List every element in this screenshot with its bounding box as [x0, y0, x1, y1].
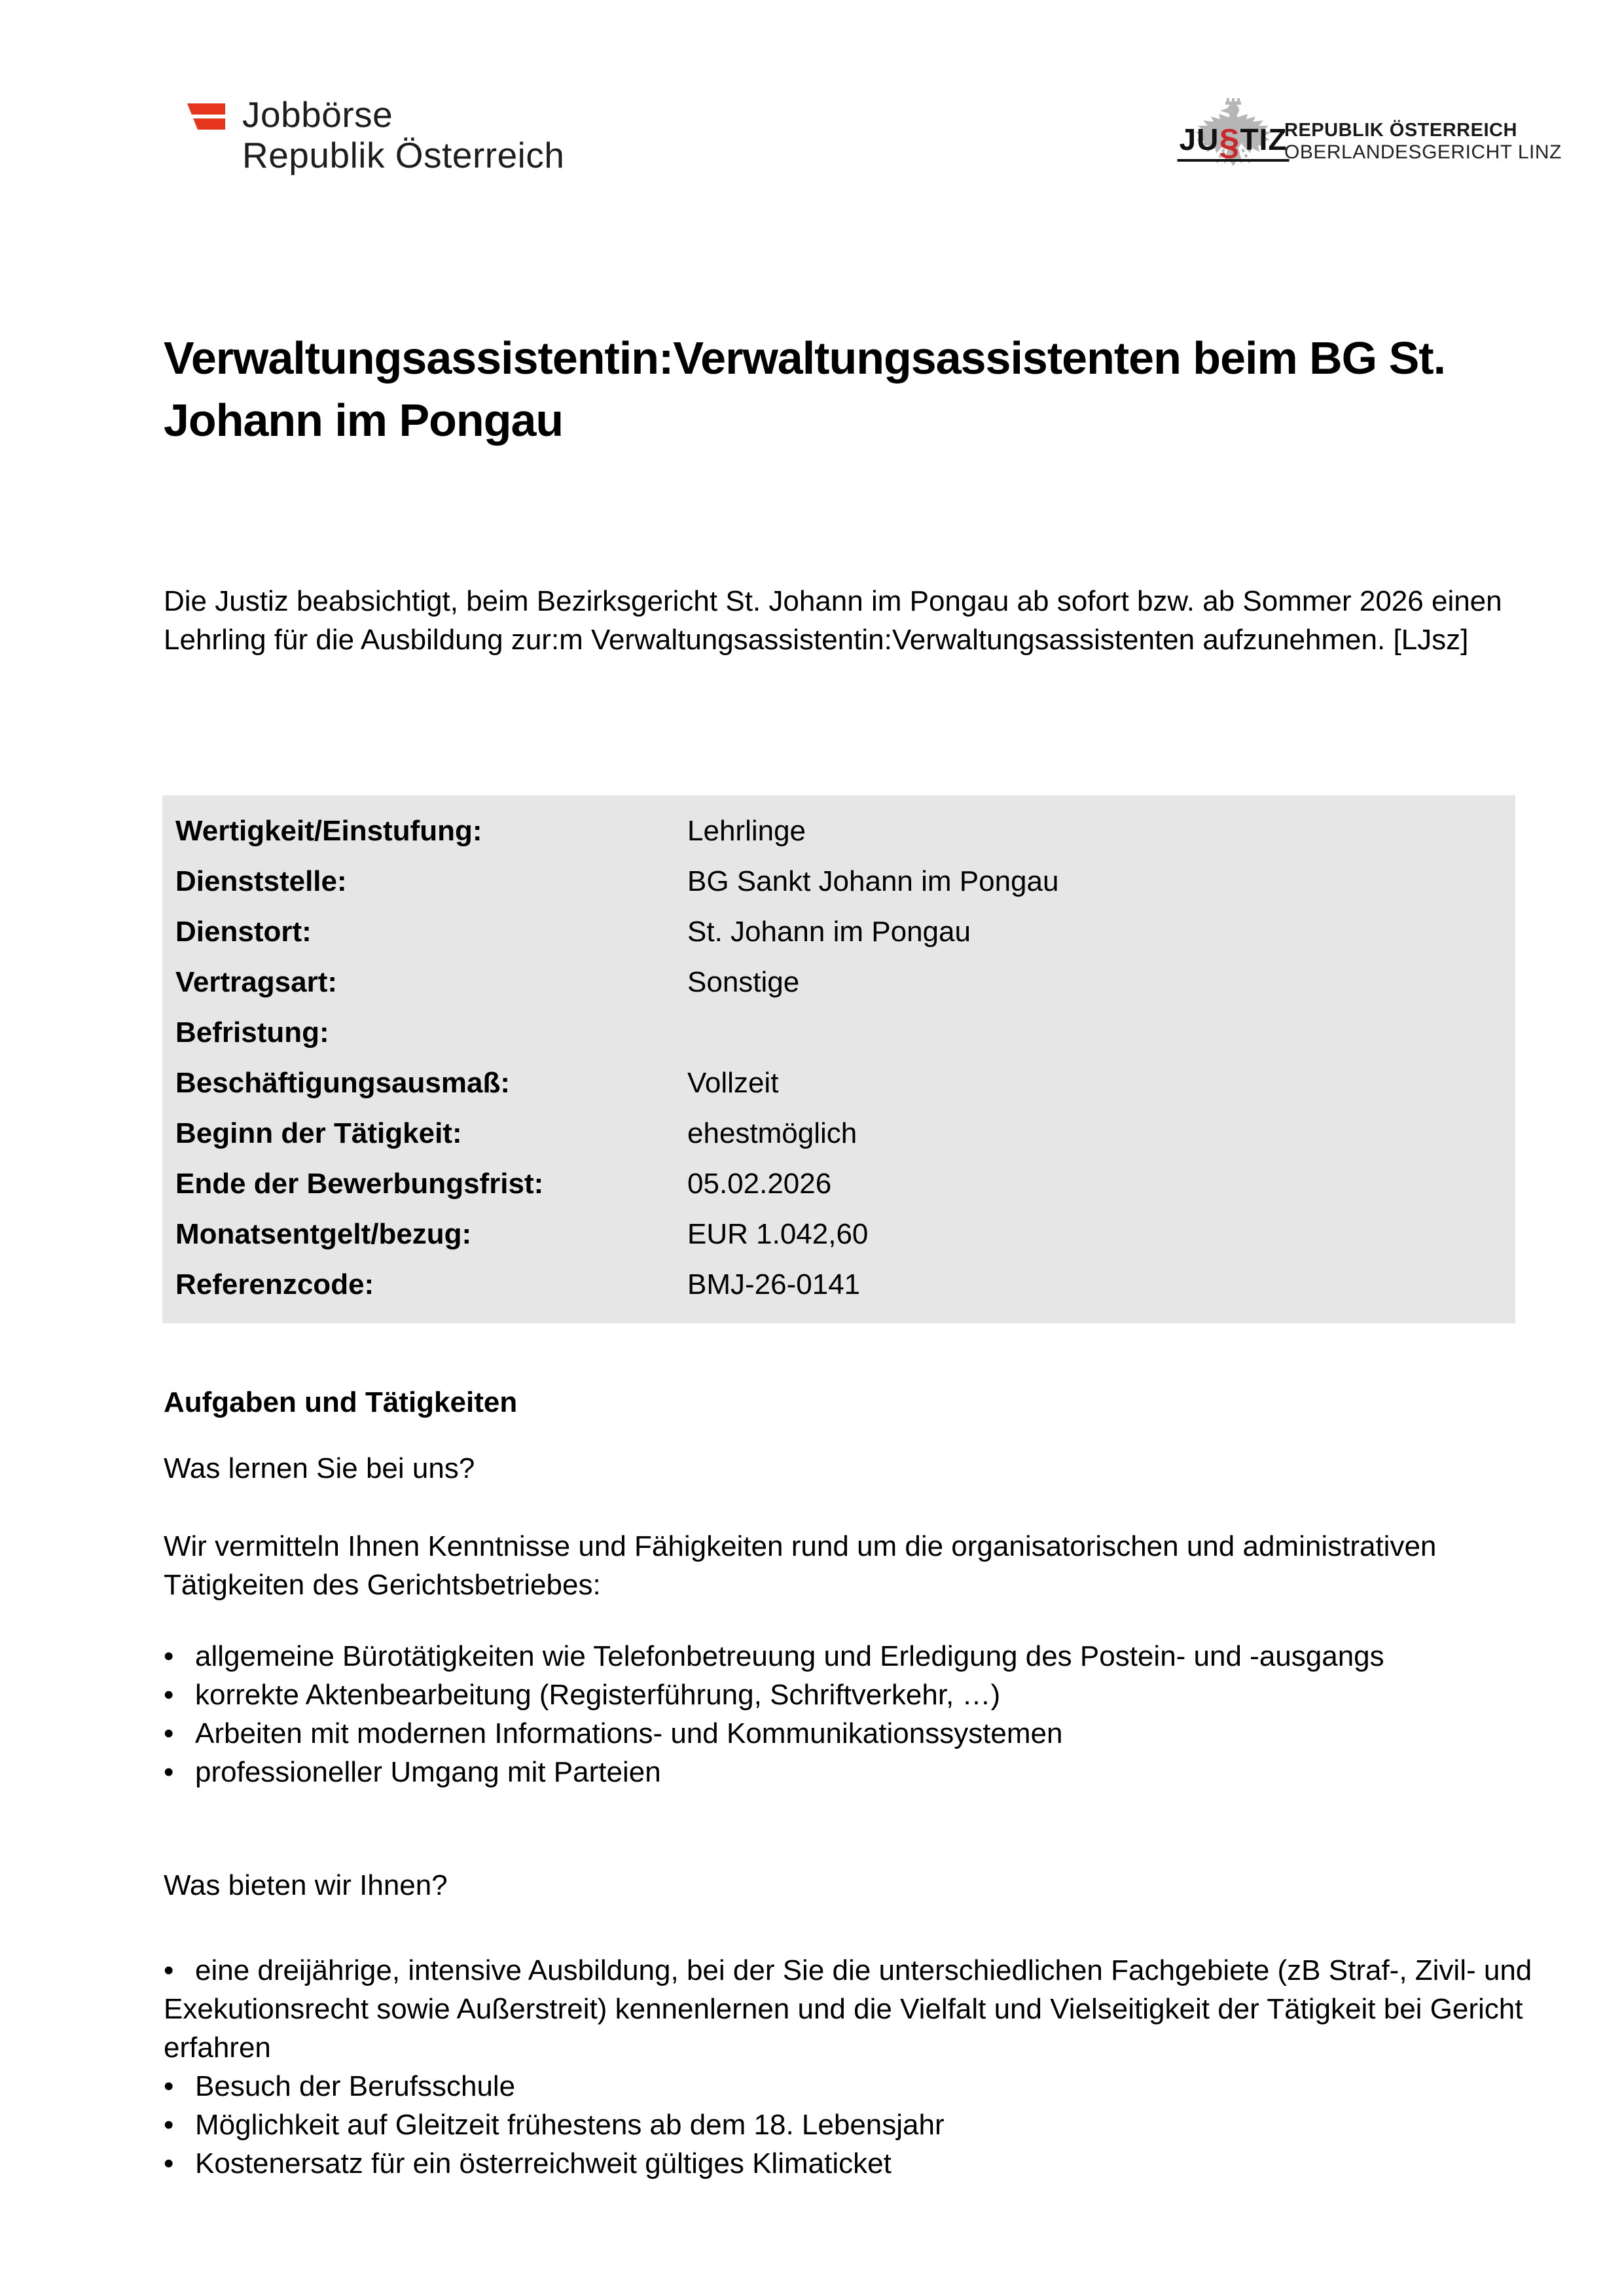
- list-item: [164, 2144, 1571, 2183]
- list-item: [164, 2106, 1571, 2144]
- learn-intro-paragraph: Wir vermitteln Ihnen Kenntnisse und Fähigkeiten rund um die organisatorischen und administrativen Tätigkeiten des Gerichtsbetriebes:: [164, 1530, 1437, 1601]
- row-label: Wertigkeit/Einstufung:: [175, 815, 482, 847]
- table-row: [162, 906, 1515, 957]
- table-row: [162, 1007, 1515, 1058]
- brand-line2: Republik Österreich: [242, 135, 565, 175]
- row-label: Vertragsart:: [175, 966, 338, 998]
- table-row: [162, 957, 1515, 1007]
- list-item-text: Kostenersatz für ein österreichweit gültiges Klimaticket: [195, 2147, 892, 2179]
- row-value: BG Sankt Johann im Pongau: [687, 865, 1059, 897]
- agency-org-line2: OBERLANDESGERICHT LINZ: [1284, 141, 1562, 163]
- section-heading-tasks: Aufgaben und Tätigkeiten: [164, 1386, 518, 1418]
- list-item: [164, 1676, 1571, 1714]
- table-row: [162, 1108, 1515, 1158]
- list-item-text: korrekte Aktenbearbeitung (Registerführung, Schriftverkehr, …): [195, 1679, 1001, 1711]
- learn-bullet-list: [164, 1637, 1571, 1791]
- list-item: [164, 1951, 1571, 2067]
- row-label: Beginn der Tätigkeit:: [175, 1117, 462, 1149]
- table-row: [162, 1158, 1515, 1209]
- job-details-table: [162, 795, 1515, 1323]
- list-item: [164, 1637, 1571, 1676]
- row-label: Referenzcode:: [175, 1268, 374, 1300]
- row-value: BMJ-26-0141: [687, 1268, 861, 1300]
- row-value: Vollzeit: [687, 1067, 779, 1099]
- table-row: [162, 1058, 1515, 1108]
- list-item: [164, 1753, 1571, 1791]
- brand-line1: Jobbörse: [242, 94, 393, 135]
- row-value: Lehrlinge: [687, 815, 806, 847]
- page-title: Verwaltungsassistentin:Verwaltungsassistenten beim BG St. Johann im Pongau: [164, 332, 1446, 446]
- list-item: [164, 2067, 1571, 2106]
- row-value: 05.02.2026: [687, 1168, 832, 1200]
- row-value: EUR 1.042,60: [687, 1218, 869, 1250]
- row-value: St. Johann im Pongau: [687, 916, 971, 948]
- austria-flag-icon: [187, 103, 225, 130]
- table-row: [162, 1259, 1515, 1310]
- list-item-text: Besuch der Berufsschule: [195, 2070, 516, 2102]
- jobboerse-logo: [187, 94, 564, 175]
- table-row: [162, 806, 1515, 856]
- row-label: Dienststelle:: [175, 865, 347, 897]
- intro-paragraph: Die Justiz beabsichtigt, beim Bezirksgericht St. Johann im Pongau ab sofort bzw. ab Sommer 2026 einen Lehrling für die Ausbildung zur:m Verwaltungsassistentin:Verwaltungsassistenten aufzunehmen. [LJsz]: [164, 585, 1502, 656]
- offer-bullet-list: [164, 1951, 1571, 2183]
- row-value: ehestmöglich: [687, 1117, 857, 1149]
- table-row: [162, 1209, 1515, 1259]
- justiz-wordmark-pre: JU: [1179, 122, 1219, 156]
- justiz-wordmark-post: TIZ: [1240, 122, 1288, 156]
- agency-name-block: [1284, 98, 1562, 171]
- agency-org-line1: REPUBLIK ÖSTERREICH: [1284, 120, 1517, 141]
- row-label: Ende der Bewerbungsfrist:: [175, 1168, 544, 1200]
- list-item-text: professioneller Umgang mit Parteien: [195, 1756, 661, 1788]
- row-label: Befristung:: [175, 1016, 329, 1049]
- justiz-logo: [1179, 98, 1562, 171]
- row-value: Sonstige: [687, 966, 800, 998]
- justiz-wordmark: [1178, 122, 1290, 162]
- list-item-text: eine dreijährige, intensive Ausbildung, bei der Sie die unterschiedlichen Fachgebiete (zB Straf-, Zivil- und Exekutionsrecht sowie Außerstreit) kennenlernen und die Vielfalt und Vielseitigkeit der Tätigkeit bei Gericht erfahren: [164, 1954, 1532, 2064]
- row-label: Monatsentgelt/bezug:: [175, 1218, 472, 1250]
- list-item-text: Arbeiten mit modernen Informations- und Kommunikationssystemen: [195, 1717, 1063, 1749]
- list-item: [164, 1714, 1571, 1753]
- offer-question: Was bieten wir Ihnen?: [164, 1869, 448, 1901]
- table-row: [162, 856, 1515, 906]
- row-label: Beschäftigungsausmaß:: [175, 1067, 510, 1099]
- brand-wordmark: [242, 94, 564, 175]
- learn-question: Was lernen Sie bei uns?: [164, 1452, 475, 1484]
- list-item-text: allgemeine Bürotätigkeiten wie Telefonbetreuung und Erledigung des Postein- und -ausgangs: [195, 1640, 1384, 1672]
- list-item-text: Möglichkeit auf Gleitzeit frühestens ab dem 18. Lebensjahr: [195, 2109, 945, 2141]
- row-label: Dienstort:: [175, 916, 312, 948]
- justiz-eagle: [1179, 98, 1288, 171]
- section-sign: §: [1219, 121, 1240, 162]
